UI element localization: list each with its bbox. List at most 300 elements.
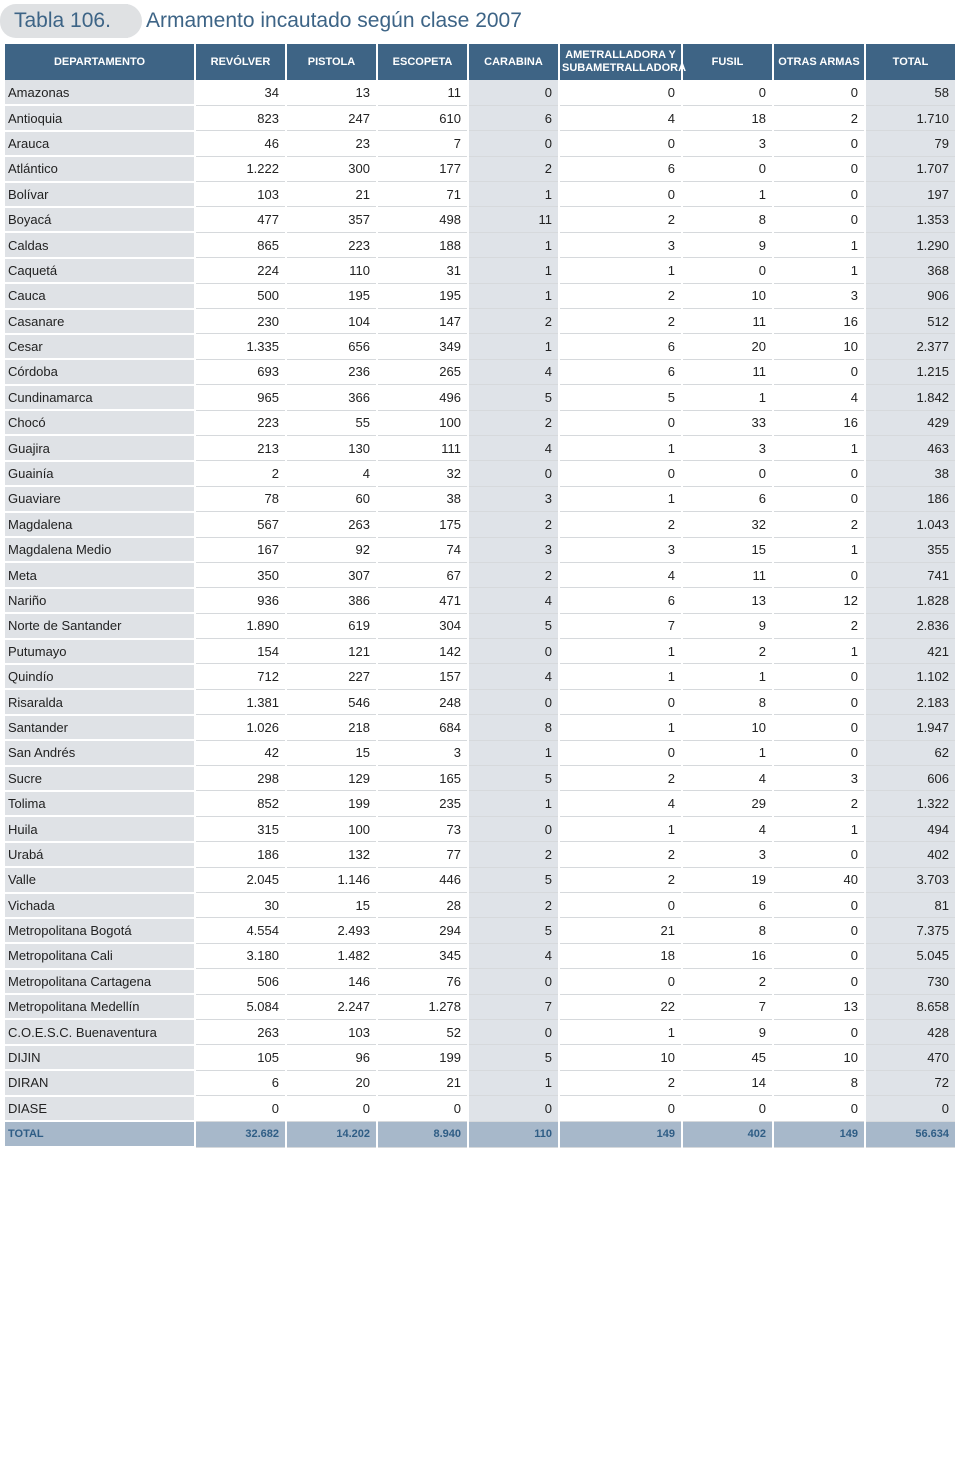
value-cell: 22 — [559, 994, 682, 1019]
value-cell: 304 — [377, 613, 468, 638]
value-cell: 2 — [559, 867, 682, 892]
total-value: 149 — [773, 1121, 865, 1147]
value-cell: 0 — [773, 740, 865, 765]
value-cell: 1.322 — [865, 791, 956, 816]
table-row — [4, 689, 956, 714]
value-cell: 6 — [682, 893, 773, 918]
department-cell: Caquetá — [4, 258, 195, 283]
department-cell: Chocó — [4, 410, 195, 435]
value-cell: 72 — [865, 1070, 956, 1095]
table-row — [4, 613, 956, 638]
value-cell: 2.247 — [286, 994, 377, 1019]
value-cell: 2.183 — [865, 689, 956, 714]
table-row — [4, 816, 956, 841]
department-cell: Cundinamarca — [4, 385, 195, 410]
value-cell: 100 — [377, 410, 468, 435]
value-cell: 2 — [682, 639, 773, 664]
value-cell: 0 — [773, 131, 865, 156]
value-cell: 386 — [286, 588, 377, 613]
value-cell: 3.180 — [195, 943, 286, 968]
department-cell: Santander — [4, 715, 195, 740]
value-cell: 45 — [682, 1045, 773, 1070]
value-cell: 1.278 — [377, 994, 468, 1019]
value-cell: 0 — [773, 461, 865, 486]
table-row — [4, 512, 956, 537]
value-cell: 227 — [286, 664, 377, 689]
value-cell: 11 — [468, 207, 559, 232]
value-cell: 1.710 — [865, 105, 956, 130]
value-cell: 60 — [286, 486, 377, 511]
value-cell: 188 — [377, 232, 468, 257]
table-row — [4, 1045, 956, 1070]
value-cell: 619 — [286, 613, 377, 638]
table-row — [4, 918, 956, 943]
table-row — [4, 639, 956, 664]
value-cell: 0 — [773, 893, 865, 918]
value-cell: 100 — [286, 816, 377, 841]
value-cell: 823 — [195, 105, 286, 130]
department-cell: Cesar — [4, 334, 195, 359]
value-cell: 294 — [377, 918, 468, 943]
total-value: 56.634 — [865, 1121, 956, 1147]
table-row — [4, 486, 956, 511]
department-cell: Nariño — [4, 588, 195, 613]
total-value: 14.202 — [286, 1121, 377, 1147]
value-cell: 1 — [773, 232, 865, 257]
value-cell: 147 — [377, 309, 468, 334]
department-cell: Putumayo — [4, 639, 195, 664]
column-header: CARABINA — [468, 44, 559, 80]
department-cell: Meta — [4, 562, 195, 587]
value-cell: 77 — [377, 842, 468, 867]
value-cell: 67 — [377, 562, 468, 587]
value-cell: 349 — [377, 334, 468, 359]
value-cell: 0 — [773, 1019, 865, 1044]
table-row — [4, 740, 956, 765]
value-cell: 3 — [468, 537, 559, 562]
value-cell: 7 — [682, 994, 773, 1019]
value-cell: 0 — [468, 80, 559, 105]
value-cell: 712 — [195, 664, 286, 689]
value-cell: 463 — [865, 435, 956, 460]
value-cell: 15 — [286, 740, 377, 765]
value-cell: 494 — [865, 816, 956, 841]
value-cell: 58 — [865, 80, 956, 105]
total-value: 402 — [682, 1121, 773, 1147]
value-cell: 1 — [559, 486, 682, 511]
value-cell: 4 — [559, 105, 682, 130]
value-cell: 16 — [773, 309, 865, 334]
value-cell: 5 — [468, 766, 559, 791]
value-cell: 1 — [559, 664, 682, 689]
column-header: OTRAS ARMAS — [773, 44, 865, 80]
value-cell: 300 — [286, 156, 377, 181]
value-cell: 0 — [773, 664, 865, 689]
value-cell: 103 — [286, 1019, 377, 1044]
value-cell: 1.335 — [195, 334, 286, 359]
table-row — [4, 258, 956, 283]
value-cell: 6 — [559, 588, 682, 613]
value-cell: 684 — [377, 715, 468, 740]
value-cell: 5.045 — [865, 943, 956, 968]
value-cell: 0 — [773, 689, 865, 714]
value-cell: 230 — [195, 309, 286, 334]
value-cell: 34 — [195, 80, 286, 105]
value-cell: 298 — [195, 766, 286, 791]
value-cell: 146 — [286, 969, 377, 994]
value-cell: 4 — [468, 435, 559, 460]
value-cell: 1 — [559, 816, 682, 841]
value-cell: 8 — [682, 689, 773, 714]
value-cell: 19 — [682, 867, 773, 892]
value-cell: 1 — [468, 283, 559, 308]
total-value: 8.940 — [377, 1121, 468, 1147]
value-cell: 8 — [468, 715, 559, 740]
value-cell: 2 — [468, 512, 559, 537]
value-cell: 0 — [865, 1096, 956, 1121]
department-cell: Quindío — [4, 664, 195, 689]
table-row — [4, 588, 956, 613]
value-cell: 30 — [195, 893, 286, 918]
value-cell: 5.084 — [195, 994, 286, 1019]
value-cell: 0 — [773, 1096, 865, 1121]
value-cell: 2 — [468, 309, 559, 334]
value-cell: 1.482 — [286, 943, 377, 968]
value-cell: 496 — [377, 385, 468, 410]
value-cell: 741 — [865, 562, 956, 587]
value-cell: 2 — [559, 766, 682, 791]
value-cell: 8 — [682, 918, 773, 943]
table-row — [4, 1019, 956, 1044]
value-cell: 0 — [773, 842, 865, 867]
value-cell: 33 — [682, 410, 773, 435]
table-row — [4, 131, 956, 156]
department-cell: Amazonas — [4, 80, 195, 105]
value-cell: 402 — [865, 842, 956, 867]
value-cell: 865 — [195, 232, 286, 257]
value-cell: 55 — [286, 410, 377, 435]
value-cell: 2 — [773, 512, 865, 537]
column-header: AMETRALLADORA Y SUBAMETRALLADORA — [559, 44, 682, 80]
value-cell: 936 — [195, 588, 286, 613]
value-cell: 0 — [559, 80, 682, 105]
value-cell: 7 — [468, 994, 559, 1019]
value-cell: 1 — [773, 816, 865, 841]
value-cell: 186 — [865, 486, 956, 511]
title-bar — [0, 0, 959, 42]
value-cell: 142 — [377, 639, 468, 664]
value-cell: 4 — [286, 461, 377, 486]
value-cell: 1 — [559, 1019, 682, 1044]
table-row — [4, 283, 956, 308]
department-cell: Bolívar — [4, 182, 195, 207]
value-cell: 512 — [865, 309, 956, 334]
value-cell: 0 — [468, 969, 559, 994]
department-cell: Huila — [4, 816, 195, 841]
value-cell: 610 — [377, 105, 468, 130]
value-cell: 656 — [286, 334, 377, 359]
value-cell: 1 — [559, 258, 682, 283]
value-cell: 1 — [468, 791, 559, 816]
department-cell: Metropolitana Cali — [4, 943, 195, 968]
value-cell: 8.658 — [865, 994, 956, 1019]
value-cell: 0 — [682, 1096, 773, 1121]
value-cell: 0 — [682, 258, 773, 283]
value-cell: 8 — [773, 1070, 865, 1095]
value-cell: 103 — [195, 182, 286, 207]
value-cell: 263 — [286, 512, 377, 537]
value-cell: 28 — [377, 893, 468, 918]
value-cell: 236 — [286, 359, 377, 384]
value-cell: 2 — [195, 461, 286, 486]
value-cell: 0 — [559, 131, 682, 156]
value-cell: 1.707 — [865, 156, 956, 181]
value-cell: 23 — [286, 131, 377, 156]
value-cell: 1.353 — [865, 207, 956, 232]
value-cell: 355 — [865, 537, 956, 562]
value-cell: 350 — [195, 562, 286, 587]
value-cell: 10 — [682, 283, 773, 308]
department-cell: Caldas — [4, 232, 195, 257]
value-cell: 248 — [377, 689, 468, 714]
value-cell: 315 — [195, 816, 286, 841]
value-cell: 21 — [286, 182, 377, 207]
table-title: Armamento incautado según clase 2007 — [146, 9, 522, 32]
total-label: TOTAL — [4, 1121, 195, 1147]
value-cell: 3 — [559, 537, 682, 562]
value-cell: 157 — [377, 664, 468, 689]
value-cell: 132 — [286, 842, 377, 867]
table-row — [4, 969, 956, 994]
value-cell: 1 — [773, 537, 865, 562]
value-cell: 446 — [377, 867, 468, 892]
value-cell: 223 — [286, 232, 377, 257]
value-cell: 0 — [468, 639, 559, 664]
value-cell: 0 — [773, 486, 865, 511]
value-cell: 4 — [468, 943, 559, 968]
value-cell: 2 — [773, 791, 865, 816]
value-cell: 130 — [286, 435, 377, 460]
value-cell: 0 — [559, 1096, 682, 1121]
value-cell: 0 — [773, 182, 865, 207]
value-cell: 78 — [195, 486, 286, 511]
department-cell: DIASE — [4, 1096, 195, 1121]
value-cell: 224 — [195, 258, 286, 283]
value-cell: 307 — [286, 562, 377, 587]
value-cell: 1.222 — [195, 156, 286, 181]
value-cell: 4.554 — [195, 918, 286, 943]
value-cell: 3 — [773, 283, 865, 308]
value-cell: 3 — [682, 842, 773, 867]
value-cell: 606 — [865, 766, 956, 791]
department-cell: Risaralda — [4, 689, 195, 714]
table-row — [4, 309, 956, 334]
department-cell: Urabá — [4, 842, 195, 867]
value-cell: 0 — [559, 969, 682, 994]
department-cell: Norte de Santander — [4, 613, 195, 638]
value-cell: 7 — [559, 613, 682, 638]
value-cell: 421 — [865, 639, 956, 664]
value-cell: 42 — [195, 740, 286, 765]
value-cell: 32 — [682, 512, 773, 537]
value-cell: 81 — [865, 893, 956, 918]
value-cell: 129 — [286, 766, 377, 791]
table-row — [4, 461, 956, 486]
value-cell: 16 — [682, 943, 773, 968]
value-cell: 471 — [377, 588, 468, 613]
value-cell: 0 — [682, 156, 773, 181]
value-cell: 38 — [377, 486, 468, 511]
value-cell: 366 — [286, 385, 377, 410]
department-cell: Guajira — [4, 435, 195, 460]
value-cell: 10 — [559, 1045, 682, 1070]
value-cell: 154 — [195, 639, 286, 664]
value-cell: 9 — [682, 613, 773, 638]
value-cell: 0 — [773, 943, 865, 968]
value-cell: 29 — [682, 791, 773, 816]
value-cell: 0 — [468, 1096, 559, 1121]
table-row — [4, 664, 956, 689]
value-cell: 2 — [559, 1070, 682, 1095]
value-cell: 71 — [377, 182, 468, 207]
value-cell: 195 — [377, 283, 468, 308]
value-cell: 3 — [468, 486, 559, 511]
value-cell: 5 — [468, 867, 559, 892]
value-cell: 16 — [773, 410, 865, 435]
value-cell: 13 — [682, 588, 773, 613]
value-cell: 1.890 — [195, 613, 286, 638]
table-row — [4, 842, 956, 867]
table-row — [4, 334, 956, 359]
table-row — [4, 385, 956, 410]
value-cell: 730 — [865, 969, 956, 994]
value-cell: 11 — [682, 359, 773, 384]
value-cell: 2 — [559, 512, 682, 537]
column-header: FUSIL — [682, 44, 773, 80]
department-cell: C.O.E.S.C. Buenaventura — [4, 1019, 195, 1044]
department-cell: Guaviare — [4, 486, 195, 511]
value-cell: 1 — [773, 435, 865, 460]
value-cell: 186 — [195, 842, 286, 867]
value-cell: 6 — [468, 105, 559, 130]
value-cell: 0 — [559, 893, 682, 918]
value-cell: 0 — [468, 1019, 559, 1044]
table-row — [4, 105, 956, 130]
header-row — [4, 44, 956, 80]
department-cell: Boyacá — [4, 207, 195, 232]
value-cell: 0 — [286, 1096, 377, 1121]
value-cell: 197 — [865, 182, 956, 207]
value-cell: 1 — [468, 334, 559, 359]
value-cell: 1.102 — [865, 664, 956, 689]
value-cell: 4 — [559, 562, 682, 587]
value-cell: 3 — [559, 232, 682, 257]
value-cell: 1 — [559, 639, 682, 664]
value-cell: 20 — [682, 334, 773, 359]
value-cell: 1 — [682, 664, 773, 689]
value-cell: 0 — [773, 562, 865, 587]
value-cell: 73 — [377, 816, 468, 841]
total-value: 149 — [559, 1121, 682, 1147]
value-cell: 2.377 — [865, 334, 956, 359]
value-cell: 2 — [559, 309, 682, 334]
value-cell: 14 — [682, 1070, 773, 1095]
value-cell: 4 — [468, 664, 559, 689]
table-row — [4, 715, 956, 740]
value-cell: 4 — [468, 359, 559, 384]
value-cell: 0 — [773, 918, 865, 943]
value-cell: 0 — [773, 715, 865, 740]
value-cell: 2.493 — [286, 918, 377, 943]
value-cell: 0 — [773, 359, 865, 384]
table-row — [4, 410, 956, 435]
value-cell: 165 — [377, 766, 468, 791]
value-cell: 105 — [195, 1045, 286, 1070]
value-cell: 62 — [865, 740, 956, 765]
department-cell: San Andrés — [4, 740, 195, 765]
value-cell: 567 — [195, 512, 286, 537]
value-cell: 263 — [195, 1019, 286, 1044]
value-cell: 4 — [682, 766, 773, 791]
value-cell: 195 — [286, 283, 377, 308]
value-cell: 92 — [286, 537, 377, 562]
table-number: Tabla 106. — [0, 4, 128, 38]
value-cell: 428 — [865, 1019, 956, 1044]
value-cell: 0 — [773, 969, 865, 994]
value-cell: 368 — [865, 258, 956, 283]
table-row — [4, 943, 956, 968]
department-cell: Arauca — [4, 131, 195, 156]
value-cell: 12 — [773, 588, 865, 613]
value-cell: 345 — [377, 943, 468, 968]
value-cell: 500 — [195, 283, 286, 308]
value-cell: 4 — [773, 385, 865, 410]
value-cell: 235 — [377, 791, 468, 816]
department-cell: DIJIN — [4, 1045, 195, 1070]
value-cell: 111 — [377, 435, 468, 460]
department-cell: Vichada — [4, 893, 195, 918]
value-cell: 965 — [195, 385, 286, 410]
value-cell: 1.146 — [286, 867, 377, 892]
value-cell: 4 — [682, 816, 773, 841]
value-cell: 121 — [286, 639, 377, 664]
value-cell: 1 — [773, 639, 865, 664]
total-value: 110 — [468, 1121, 559, 1147]
column-header: TOTAL — [865, 44, 956, 80]
value-cell: 213 — [195, 435, 286, 460]
value-cell: 1 — [468, 258, 559, 283]
total-value: 32.682 — [195, 1121, 286, 1147]
value-cell: 1 — [468, 232, 559, 257]
value-cell: 11 — [682, 309, 773, 334]
table-row — [4, 1096, 956, 1121]
value-cell: 1 — [468, 182, 559, 207]
value-cell: 1.215 — [865, 359, 956, 384]
value-cell: 76 — [377, 969, 468, 994]
value-cell: 2 — [468, 410, 559, 435]
value-cell: 1.828 — [865, 588, 956, 613]
value-cell: 0 — [773, 207, 865, 232]
value-cell: 4 — [468, 588, 559, 613]
value-cell: 546 — [286, 689, 377, 714]
value-cell: 0 — [468, 131, 559, 156]
value-cell: 2 — [773, 613, 865, 638]
value-cell: 218 — [286, 715, 377, 740]
value-cell: 20 — [286, 1070, 377, 1095]
value-cell: 10 — [773, 334, 865, 359]
value-cell: 498 — [377, 207, 468, 232]
table-row — [4, 80, 956, 105]
